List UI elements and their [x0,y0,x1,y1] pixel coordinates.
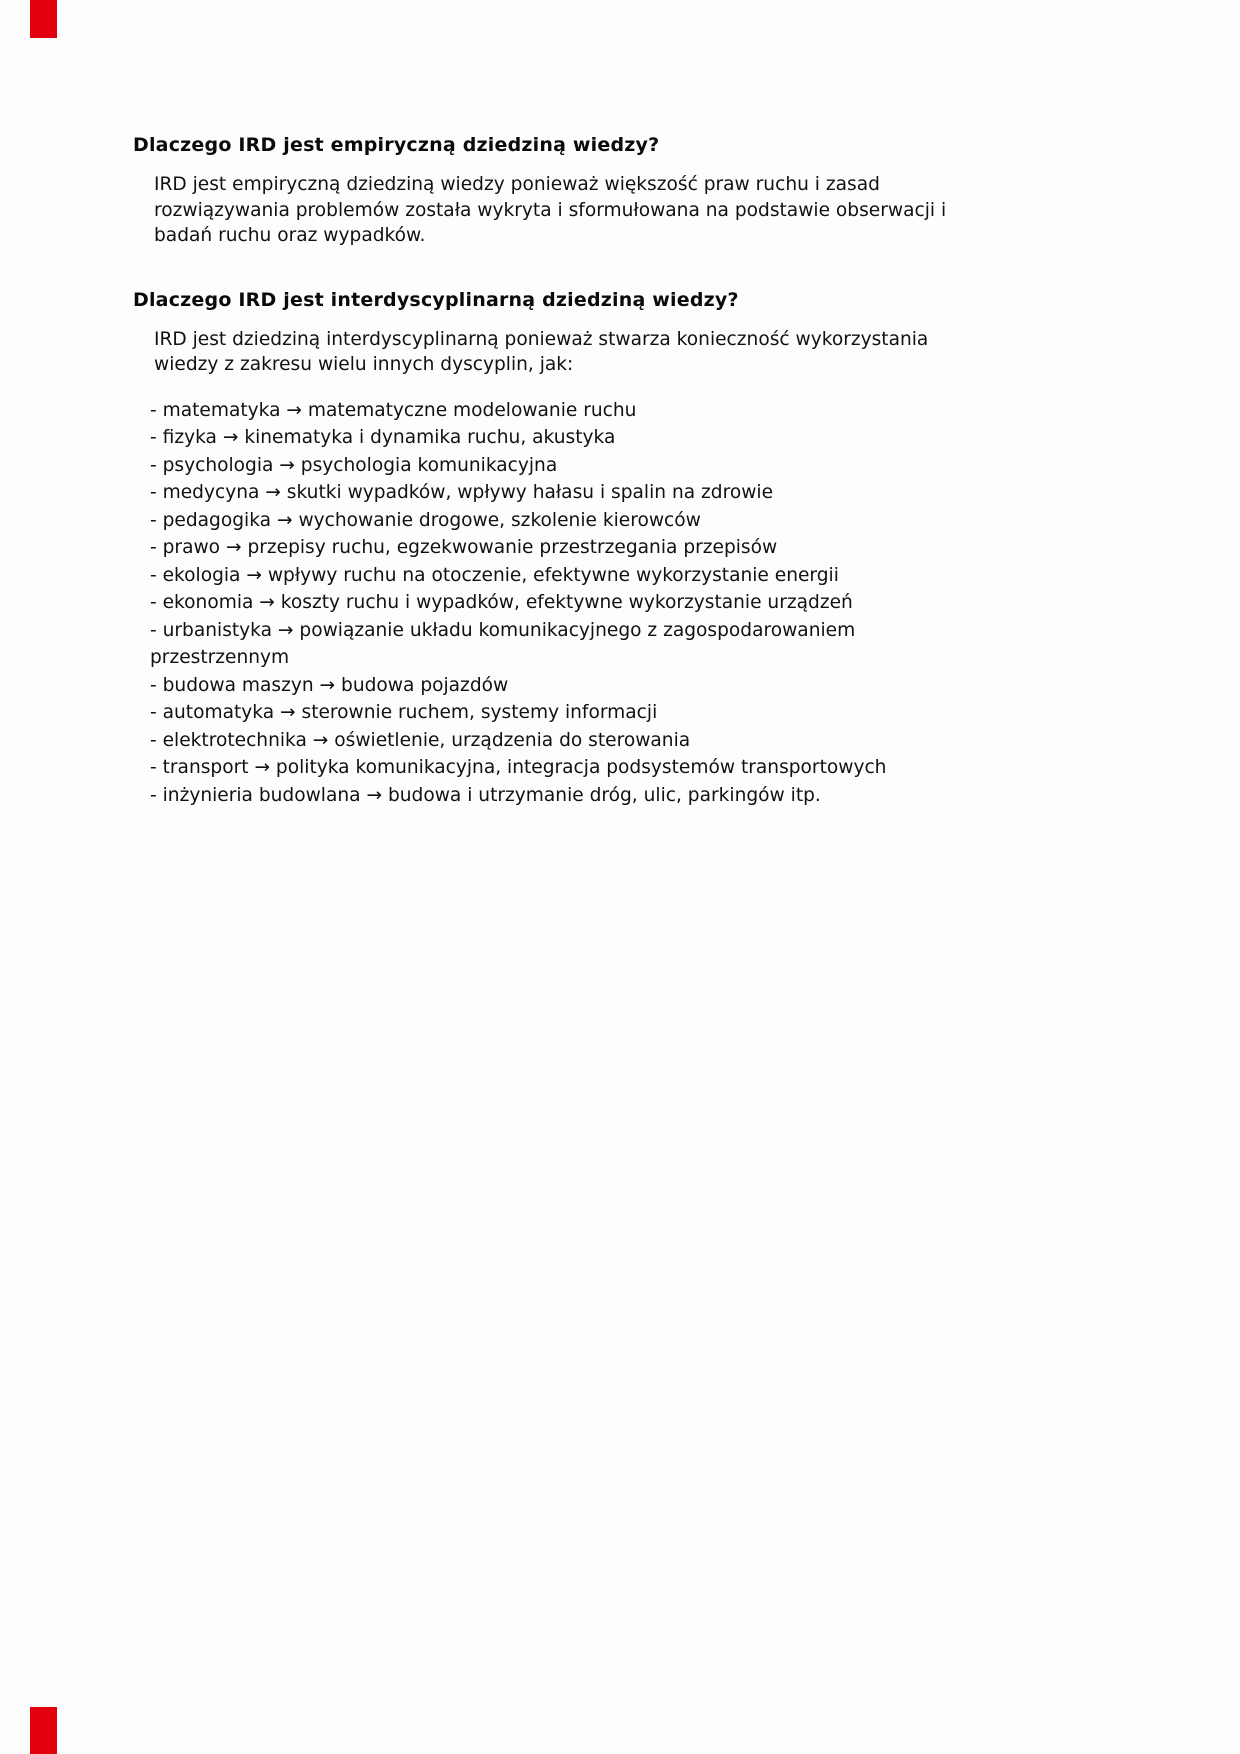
discipline-item: - matematyka → matematyczne modelowanie ruchu [150,399,637,421]
discipline-item: - inżynieria budowlana → budowa i utrzymanie dróg, ulic, parkingów itp. [150,784,821,806]
discipline-item: - budowa maszyn → budowa pojazdów [150,674,509,696]
discipline-item: - fizyka → kinematyka i dynamika ruchu, akustyka [150,427,616,448]
question-heading-empirical: Dlaczego IRD jest empiryczną dziedziną wiedzy? [133,134,660,156]
answer-paragraph-interdisciplinary: IRD jest dziedziną interdyscyplinarną ponieważ stwarza konieczność wykorzystania wiedzy z zakresu wielu innych dyscyplin, jak: [154,328,929,375]
discipline-item: - ekologia → wpływy ruchu na otoczenie, efektywne wykorzystanie energii [150,564,839,586]
discipline-item: - elektrotechnika → oświetlenie, urządzenia do sterowania [150,729,691,751]
question-heading-interdisciplinary: Dlaczego IRD jest interdyscyplinarną dziedziną wiedzy? [133,288,739,311]
section-empirical [133,133,1140,249]
discipline-item: - ekonomia → koszty ruchu i wypadków, efektywne wykorzystanie urządzeń [150,592,853,613]
discipline-item: - psychologia → psychologia komunikacyjna [150,454,558,476]
discipline-item: - automatyka → sterownie ruchem, systemy informacji [150,702,658,723]
discipline-item: - medycyna → skutki wypadków, wpływy hałasu i spalin na zdrowie [150,482,774,503]
red-stamp-top [30,0,57,38]
document-content [133,133,1140,809]
discipline-item: - prawo → przepisy ruchu, egzekwowanie przestrzegania przepisów [150,537,778,558]
section-interdisciplinary [133,288,1140,810]
discipline-item: - urbanistyka → powiązanie układu komunikacyjnego z zagospodarowaniem przestrzennym [150,619,856,668]
red-stamp-bottom [30,1707,57,1754]
answer-paragraph-empirical: IRD jest empiryczną dziedziną wiedzy ponieważ większość praw ruchu i zasad rozwiązywania problemów została wykryta i sformułowana na podstawie obserwacji i badań ruchu oraz wypadków. [154,174,947,246]
discipline-item: - pedagogika → wychowanie drogowe, szkolenie kierowców [150,509,701,531]
discipline-item: - transport → polityka komunikacyjna, integracja podsystemów transportowych [150,757,887,778]
discipline-list [150,397,968,810]
